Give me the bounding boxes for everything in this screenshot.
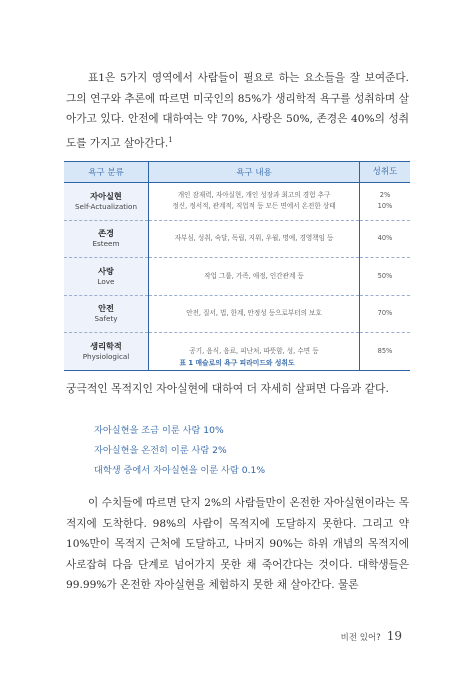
category-english: Love bbox=[97, 276, 115, 286]
percent-value: 50% bbox=[377, 271, 393, 280]
percent-value: 85% bbox=[377, 346, 393, 355]
intro-paragraph bbox=[66, 68, 409, 154]
category-english: Physiological bbox=[82, 351, 130, 361]
row-content bbox=[149, 258, 360, 296]
row-percent bbox=[360, 220, 411, 258]
content-line: 작업 그룹, 가족, 애정, 인간관계 등 bbox=[204, 271, 304, 280]
row-percent bbox=[360, 258, 411, 296]
self-actualization-intro: 궁극적인 목적지인 자아실현에 대하여 더 자세히 살펴면 다음과 같다. bbox=[66, 382, 389, 395]
analysis-paragraph: 이 수치들에 따르면 단지 2%의 사람들만이 온전한 자아실현이라는 목적지에 도착한다. 98%의 사람이 목적지에 도달하지 못한다. 그리고 약 10%만이 목적지 근처에 도달하고, 나머지 90%는 하위 개념의 목적지에 사로잡혀 다음 단계로 넘어가지 못한 채 죽어간다는 것이다. 대학생들은 99.99%가 온전한 자아실현을 체험하지 못한 채 살아간다. 물론 bbox=[66, 497, 409, 592]
content-line: 공기, 음식, 음료, 피난처, 따뜻함, 성, 수면 등 bbox=[189, 346, 319, 355]
content-line: 자부심, 성취, 숙달, 독립, 지위, 우월, 명예, 경영책임 등 bbox=[174, 234, 334, 243]
table-caption: 표 1 매슬로의 욕구 피라미드와 성취도 bbox=[179, 359, 295, 367]
table-row bbox=[64, 220, 410, 258]
list-item: 자아실현을 조금 이룬 사람 10% bbox=[94, 425, 224, 436]
header-category: 욕구 분류 bbox=[64, 162, 149, 183]
row-category bbox=[64, 220, 149, 258]
category-name: 생리학적 bbox=[90, 340, 122, 351]
percent-value: 70% bbox=[377, 309, 393, 318]
category-name: 사랑 bbox=[98, 265, 114, 276]
running-title: 비전 있어? bbox=[340, 633, 381, 643]
content-line: 정신, 정서적, 관계적, 직업적 등 모든 면에서 온전한 상태 bbox=[172, 202, 336, 211]
needs-table bbox=[64, 161, 410, 371]
row-content bbox=[149, 183, 360, 221]
percent-value: 2% bbox=[379, 191, 391, 200]
percent-value: 40% bbox=[377, 234, 393, 243]
category-english: Safety bbox=[94, 314, 118, 324]
row-percent bbox=[360, 183, 411, 221]
percent-value: 10% bbox=[377, 202, 393, 211]
category-name: 자아실현 bbox=[90, 190, 122, 201]
row-percent bbox=[360, 295, 411, 333]
category-english: Self-Actualization bbox=[74, 201, 137, 211]
table-row bbox=[64, 258, 410, 296]
category-english: Esteem bbox=[92, 239, 120, 249]
page-footer bbox=[0, 625, 402, 644]
content-line: 안전, 질서, 법, 한계, 안정성 등으로부터의 보호 bbox=[186, 309, 322, 318]
table-row bbox=[64, 183, 410, 221]
table-header-row bbox=[64, 162, 410, 183]
intro-paragraph-text: 표1은 5가지 영역에서 사람들이 필요로 하는 요소들을 잘 보여준다. 그의 연구와 추론에 따르면 미국인의 85%가 생리학적 욕구를 성취하며 살아가고 있다. 안전에 대하여는 약 70%, 사랑은 50%, 존경은 40%의 성취도를 가지고 살아간다. bbox=[66, 72, 409, 150]
footnote-marker: 1 bbox=[168, 135, 173, 144]
statistics-list bbox=[94, 421, 265, 481]
list-item: 자아실현을 온전히 이룬 사람 2% bbox=[94, 445, 227, 456]
page-number: 19 bbox=[386, 629, 402, 643]
category-name: 안전 bbox=[98, 303, 114, 314]
row-content bbox=[149, 220, 360, 258]
row-category bbox=[64, 295, 149, 333]
table-row bbox=[64, 295, 410, 333]
row-category bbox=[64, 183, 149, 221]
header-content: 욕구 내용 bbox=[149, 162, 360, 183]
list-item: 대학생 중에서 자아실현을 이룬 사람 0.1% bbox=[94, 465, 266, 476]
row-content bbox=[149, 295, 360, 333]
content-line: 개인 잠재력, 자아실현, 개인 성장과 최고의 경험 추구 bbox=[177, 191, 331, 200]
header-percent: 성취도 bbox=[360, 162, 411, 183]
category-name: 존경 bbox=[98, 228, 114, 239]
row-category bbox=[64, 258, 149, 296]
